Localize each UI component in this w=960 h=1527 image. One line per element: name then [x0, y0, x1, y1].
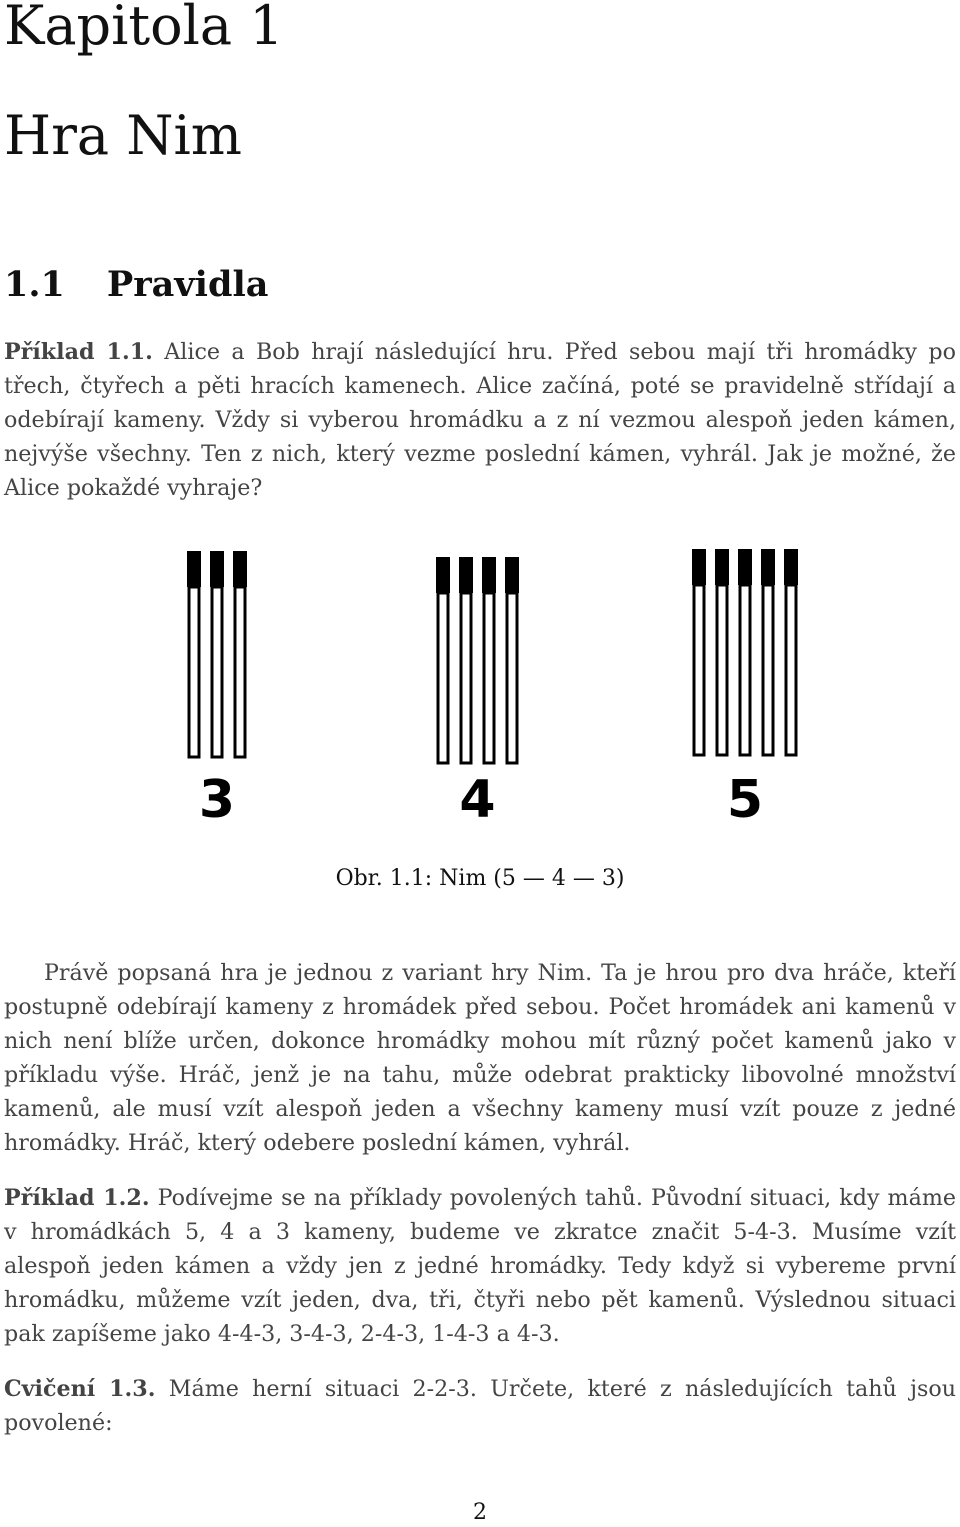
exercise-label: Cvičení 1.3.: [4, 1376, 156, 1402]
example-2: [4, 1181, 956, 1351]
chapter-title: Hra Nim: [4, 104, 242, 167]
example-2-label: Příklad 1.2.: [4, 1185, 150, 1211]
section-heading: [4, 264, 268, 305]
matchstick: [459, 557, 473, 763]
section-title: Pravidla: [106, 264, 269, 305]
example-2-text: Podívejme se na příklady povolených tahů. Původní situaci, kdy máme v hromádkách 5, 4 a 3 kameny, budeme ve zkratce značit 5-4-3. Musíme vzít alespoň jeden kámen a vždy jen z jedné hromádky. Tedy když si vybereme první hromádku, můžeme vzít jeden, dva, tři, čtyři nebo pět kamenů. Výslednou situaci pak zapíšeme jako 4-4-3, 3-4-3, 2-4-3, 1-4-3 a 4-3.: [4, 1185, 956, 1347]
figure-caption: Obr. 1.1: Nim (5 — 4 — 3): [335, 866, 625, 891]
matchstick: [187, 551, 201, 757]
matchstick: [715, 549, 729, 755]
nim-figure: [180, 545, 800, 835]
matchstick: [761, 549, 775, 755]
matchstick: [784, 549, 798, 755]
pile-5: [692, 549, 798, 830]
intro-paragraph: Právě popsaná hra je jednou z variant hry Nim. Ta je hrou pro dva hráče, kteří postupně odebírají kameny z hromádek před sebou. Počet hromádek ani kamenů v nich není blíže určen, dokonce hromádky mohou mít různý počet kamenů jako v příkladu výše. Hráč, jenž je na tahu, může odebrat prakticky libovolné množství kamenů, ale musí vzít alespoň jeden a všechny kameny musí vzít pouze z jedné hromádky. Hráč, který odebere poslední kámen, vyhrál.: [4, 960, 956, 1156]
example-1: [4, 335, 956, 505]
pile-3: [187, 551, 247, 830]
pile-label: 3: [198, 770, 236, 830]
matchstick: [233, 551, 247, 757]
exercise-text: Máme herní situaci 2-2-3. Určete, které z následujících tahů jsou povolené:: [4, 1376, 956, 1436]
pile-label: 5: [726, 770, 764, 830]
matchstick: [738, 549, 752, 755]
exercise-1-3: [4, 1372, 956, 1440]
matchstick: [692, 549, 706, 755]
chapter-heading: Kapitola 1: [4, 0, 284, 57]
pile-4: [436, 557, 519, 830]
page-number: 2: [473, 1500, 487, 1525]
example-1-text: Alice a Bob hrají následující hru. Před sebou mají tři hromádky po třech, čtyřech a pěti hracích kamenech. Alice začíná, poté se pravidelně střídají a odebírají kameny. Vždy si vyberou hromádku a z ní vezmou alespoň jeden kámen, nejvýše všechny. Ten z nich, který vezme poslední kámen, vyhrál. Jak je možné, že Alice pokaždé vyhraje?: [4, 339, 956, 501]
matchstick: [436, 557, 450, 763]
matchstick: [482, 557, 496, 763]
example-1-label: Příklad 1.1.: [4, 339, 153, 365]
matchstick: [505, 557, 519, 763]
section-number: 1.1: [4, 264, 65, 305]
matchstick: [210, 551, 224, 757]
pile-label: 4: [459, 770, 496, 830]
